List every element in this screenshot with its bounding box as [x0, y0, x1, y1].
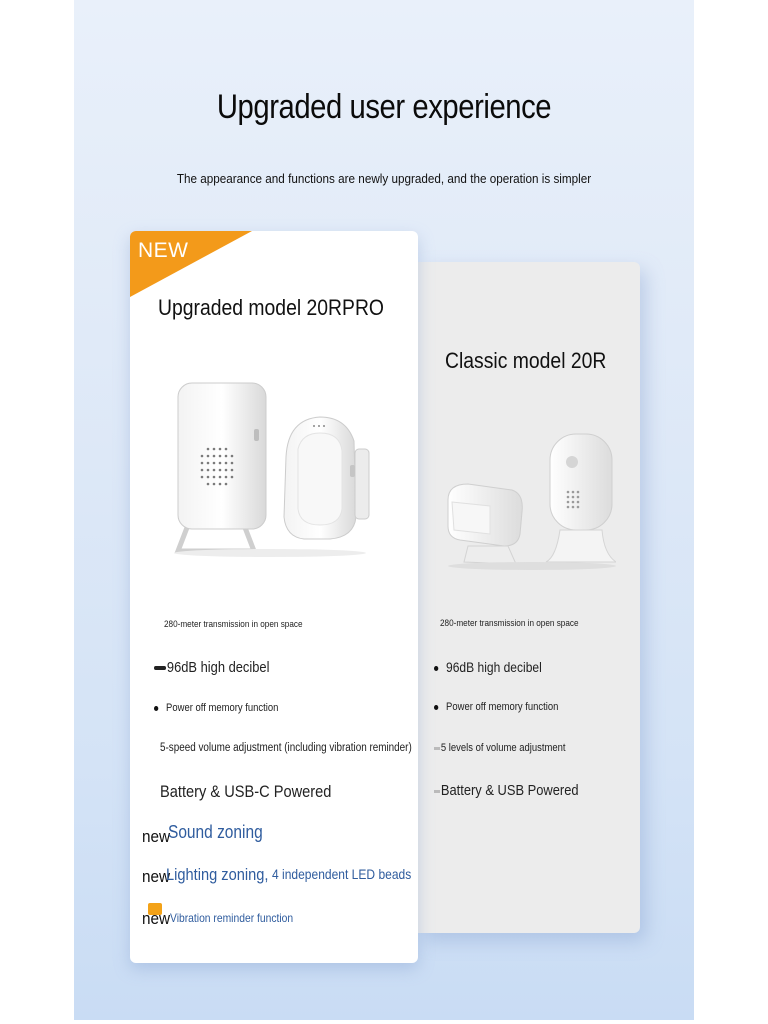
classic-product-image	[446, 422, 616, 572]
new-feature-lighting-zoning: Lighting zoning,	[166, 865, 269, 884]
new-feature-vibration: Vibration reminder function	[170, 911, 294, 925]
bullet-icon	[434, 790, 440, 793]
new-tag: new	[142, 909, 171, 928]
page-background	[74, 0, 694, 1020]
classic-decibel-label: 96dB high decibel	[446, 659, 542, 675]
new-tag: new	[142, 867, 171, 886]
upgraded-model-card	[130, 231, 418, 963]
new-feature-led-beads: 4 independent LED beads	[272, 866, 412, 882]
bullet-icon	[154, 666, 166, 670]
upgraded-product-image	[170, 379, 370, 559]
upgraded-feature-power: Battery & USB-C Powered	[160, 782, 332, 801]
new-badge: NEW	[138, 239, 189, 262]
classic-volume-label: 5 levels of volume adjustment	[440, 742, 566, 754]
page-title: Upgraded user experience	[216, 88, 552, 126]
upgraded-model-title: Upgraded model 20RPRO	[158, 295, 384, 320]
page-subtitle: The appearance and functions are newly upgraded, and the operation is simpler	[176, 171, 592, 186]
upgraded-feature-decibel	[154, 659, 269, 676]
upgraded-feature-volume: 5-speed volume adjustment (including vibration reminder)	[160, 742, 412, 754]
upgraded-decibel-label: 96dB high decibel	[166, 659, 270, 676]
bullet-icon	[434, 705, 438, 710]
classic-model-title: Classic model 20R	[445, 348, 607, 373]
bullet-icon	[154, 706, 158, 711]
classic-feature-decibel	[434, 659, 542, 675]
upgraded-feature-memory	[154, 702, 278, 714]
classic-feature-power	[434, 782, 579, 799]
upgraded-memory-label: Power off memory function	[166, 702, 279, 714]
classic-power-label: Battery & USB Powered	[440, 782, 579, 799]
classic-memory-label: Power off memory function	[446, 701, 559, 713]
classic-model-card	[418, 262, 640, 933]
new-feature-sound-zoning: Sound zoning	[168, 822, 263, 842]
upgraded-feature-transmission: 280-meter transmission in open space	[164, 619, 303, 630]
bullet-icon	[434, 666, 438, 671]
classic-feature-transmission: 280-meter transmission in open space	[440, 618, 579, 629]
bullet-icon	[434, 747, 440, 750]
classic-feature-memory	[434, 701, 558, 713]
classic-feature-volume	[434, 742, 566, 754]
new-tag: new	[142, 827, 171, 846]
